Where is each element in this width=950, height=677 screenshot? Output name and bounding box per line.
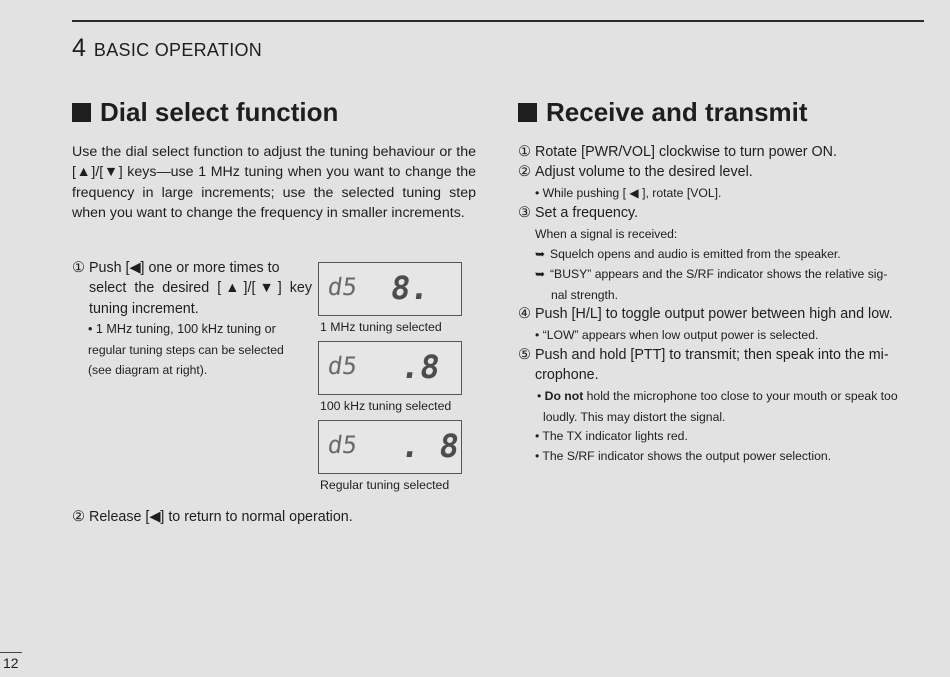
lcd-display-100khz (318, 341, 462, 395)
rx-step-3-result-a (535, 244, 924, 265)
lcd-caption: 100 kHz tuning selected (320, 399, 452, 413)
step-1-note (88, 319, 310, 381)
rx-step-2-note: • While pushing [ ◀ ], rotate [VOL]. (535, 186, 722, 200)
lcd-ds-text: d5 (326, 431, 359, 459)
rx-step-5-warning (537, 386, 928, 427)
section-square-icon (72, 103, 91, 122)
section-title-receive-transmit (518, 97, 808, 128)
page-number-rule (0, 652, 22, 653)
lcd-digit: . 8 (398, 427, 462, 465)
step-text: Adjust volume to the desired level. (535, 164, 753, 180)
step-marker: ② (72, 509, 85, 525)
rx-step-5-note-tx: • The TX indicator lights red. (535, 429, 688, 443)
step-text-rest: crophone. (535, 367, 599, 384)
rx-step-3 (518, 203, 924, 223)
step-text-first: Push and hold [PTT] to transmit; then speak into the mi- (535, 347, 889, 363)
warning-text: hold the microphone too close to your mouth or speak too loudly. This may distort the signal. (543, 389, 898, 424)
rx-step-3-note: When a signal is received: (535, 227, 678, 241)
lcd-caption: Regular tuning selected (320, 478, 450, 492)
arrow-icon: ➥ (535, 267, 546, 281)
section-title-dial-select (72, 97, 338, 128)
intro-paragraph: Use the dial select function to adjust the tuning behaviour or the [▲]/[▼] keys—use 1 MHz tuning when you want to change the frequency in large increments; use the selected tuning step when you want to change the frequency in smaller increments. (72, 144, 476, 222)
lcd-caption: 1 MHz tuning selected (320, 320, 442, 334)
step-text: Rotate [PWR/VOL] clockwise to turn power ON. (535, 144, 837, 160)
step-marker: ① (72, 260, 85, 276)
step-marker: ② (518, 164, 531, 180)
result-text-cont: nal strength. (551, 287, 619, 302)
step-text-first: Push [◀] one or more times to (89, 260, 280, 276)
step-marker: ③ (518, 205, 531, 221)
chapter-header (72, 34, 262, 63)
section-title-text: Dial select function (100, 97, 339, 127)
section-title-text: Receive and transmit (546, 97, 808, 127)
rx-step-4 (518, 304, 924, 324)
section-square-icon (518, 103, 537, 122)
lcd-display-regular (318, 420, 462, 474)
arrow-icon: ➥ (535, 247, 546, 261)
step-1 (72, 258, 312, 319)
step-text: Set a frequency. (535, 205, 639, 221)
lcd-ds-text: d5 (326, 352, 359, 380)
step-text: Release [◀] to return to normal operation. (89, 509, 353, 525)
lcd-digit: .8 (398, 348, 443, 386)
rx-step-2 (518, 162, 924, 182)
rx-step-3-result-b (535, 264, 924, 305)
chapter-number: 4 (72, 34, 86, 62)
step-2 (72, 507, 353, 527)
lcd-digit: 8. (388, 269, 433, 307)
result-text: Squelch opens and audio is emitted from the speaker. (550, 247, 841, 261)
step-text-body: select the desired [▲]/[▼] key tuning increment. (89, 280, 312, 317)
step-text: Push [H/L] to toggle output power between high and low. (535, 306, 893, 322)
top-rule (72, 20, 924, 22)
warning-bold: Do not (544, 389, 584, 403)
note-line-1: • 1 MHz tuning, 100 kHz tuning or (88, 322, 276, 336)
lcd-ds-text: d5 (326, 273, 359, 301)
note-rest: regular tuning steps can be selected (see diagram at right). (88, 342, 284, 377)
rx-step-5 (518, 345, 924, 386)
page-number: 12 (3, 655, 19, 671)
rx-step-5-note-srf: • The S/RF indicator shows the output power selection. (535, 449, 832, 463)
step-marker: ④ (518, 306, 531, 322)
rx-step-4-note: • “LOW” appears when low output power is selected. (535, 328, 819, 342)
step-marker: ⑤ (518, 347, 531, 363)
result-text: “BUSY” appears and the S/RF indicator shows the relative sig- (550, 267, 888, 281)
chapter-title: BASIC OPERATION (93, 40, 263, 60)
lcd-display-1mhz (318, 262, 462, 316)
step-marker: ① (518, 144, 531, 160)
warning-bullet: • (537, 389, 542, 403)
rx-step-1 (518, 142, 924, 162)
